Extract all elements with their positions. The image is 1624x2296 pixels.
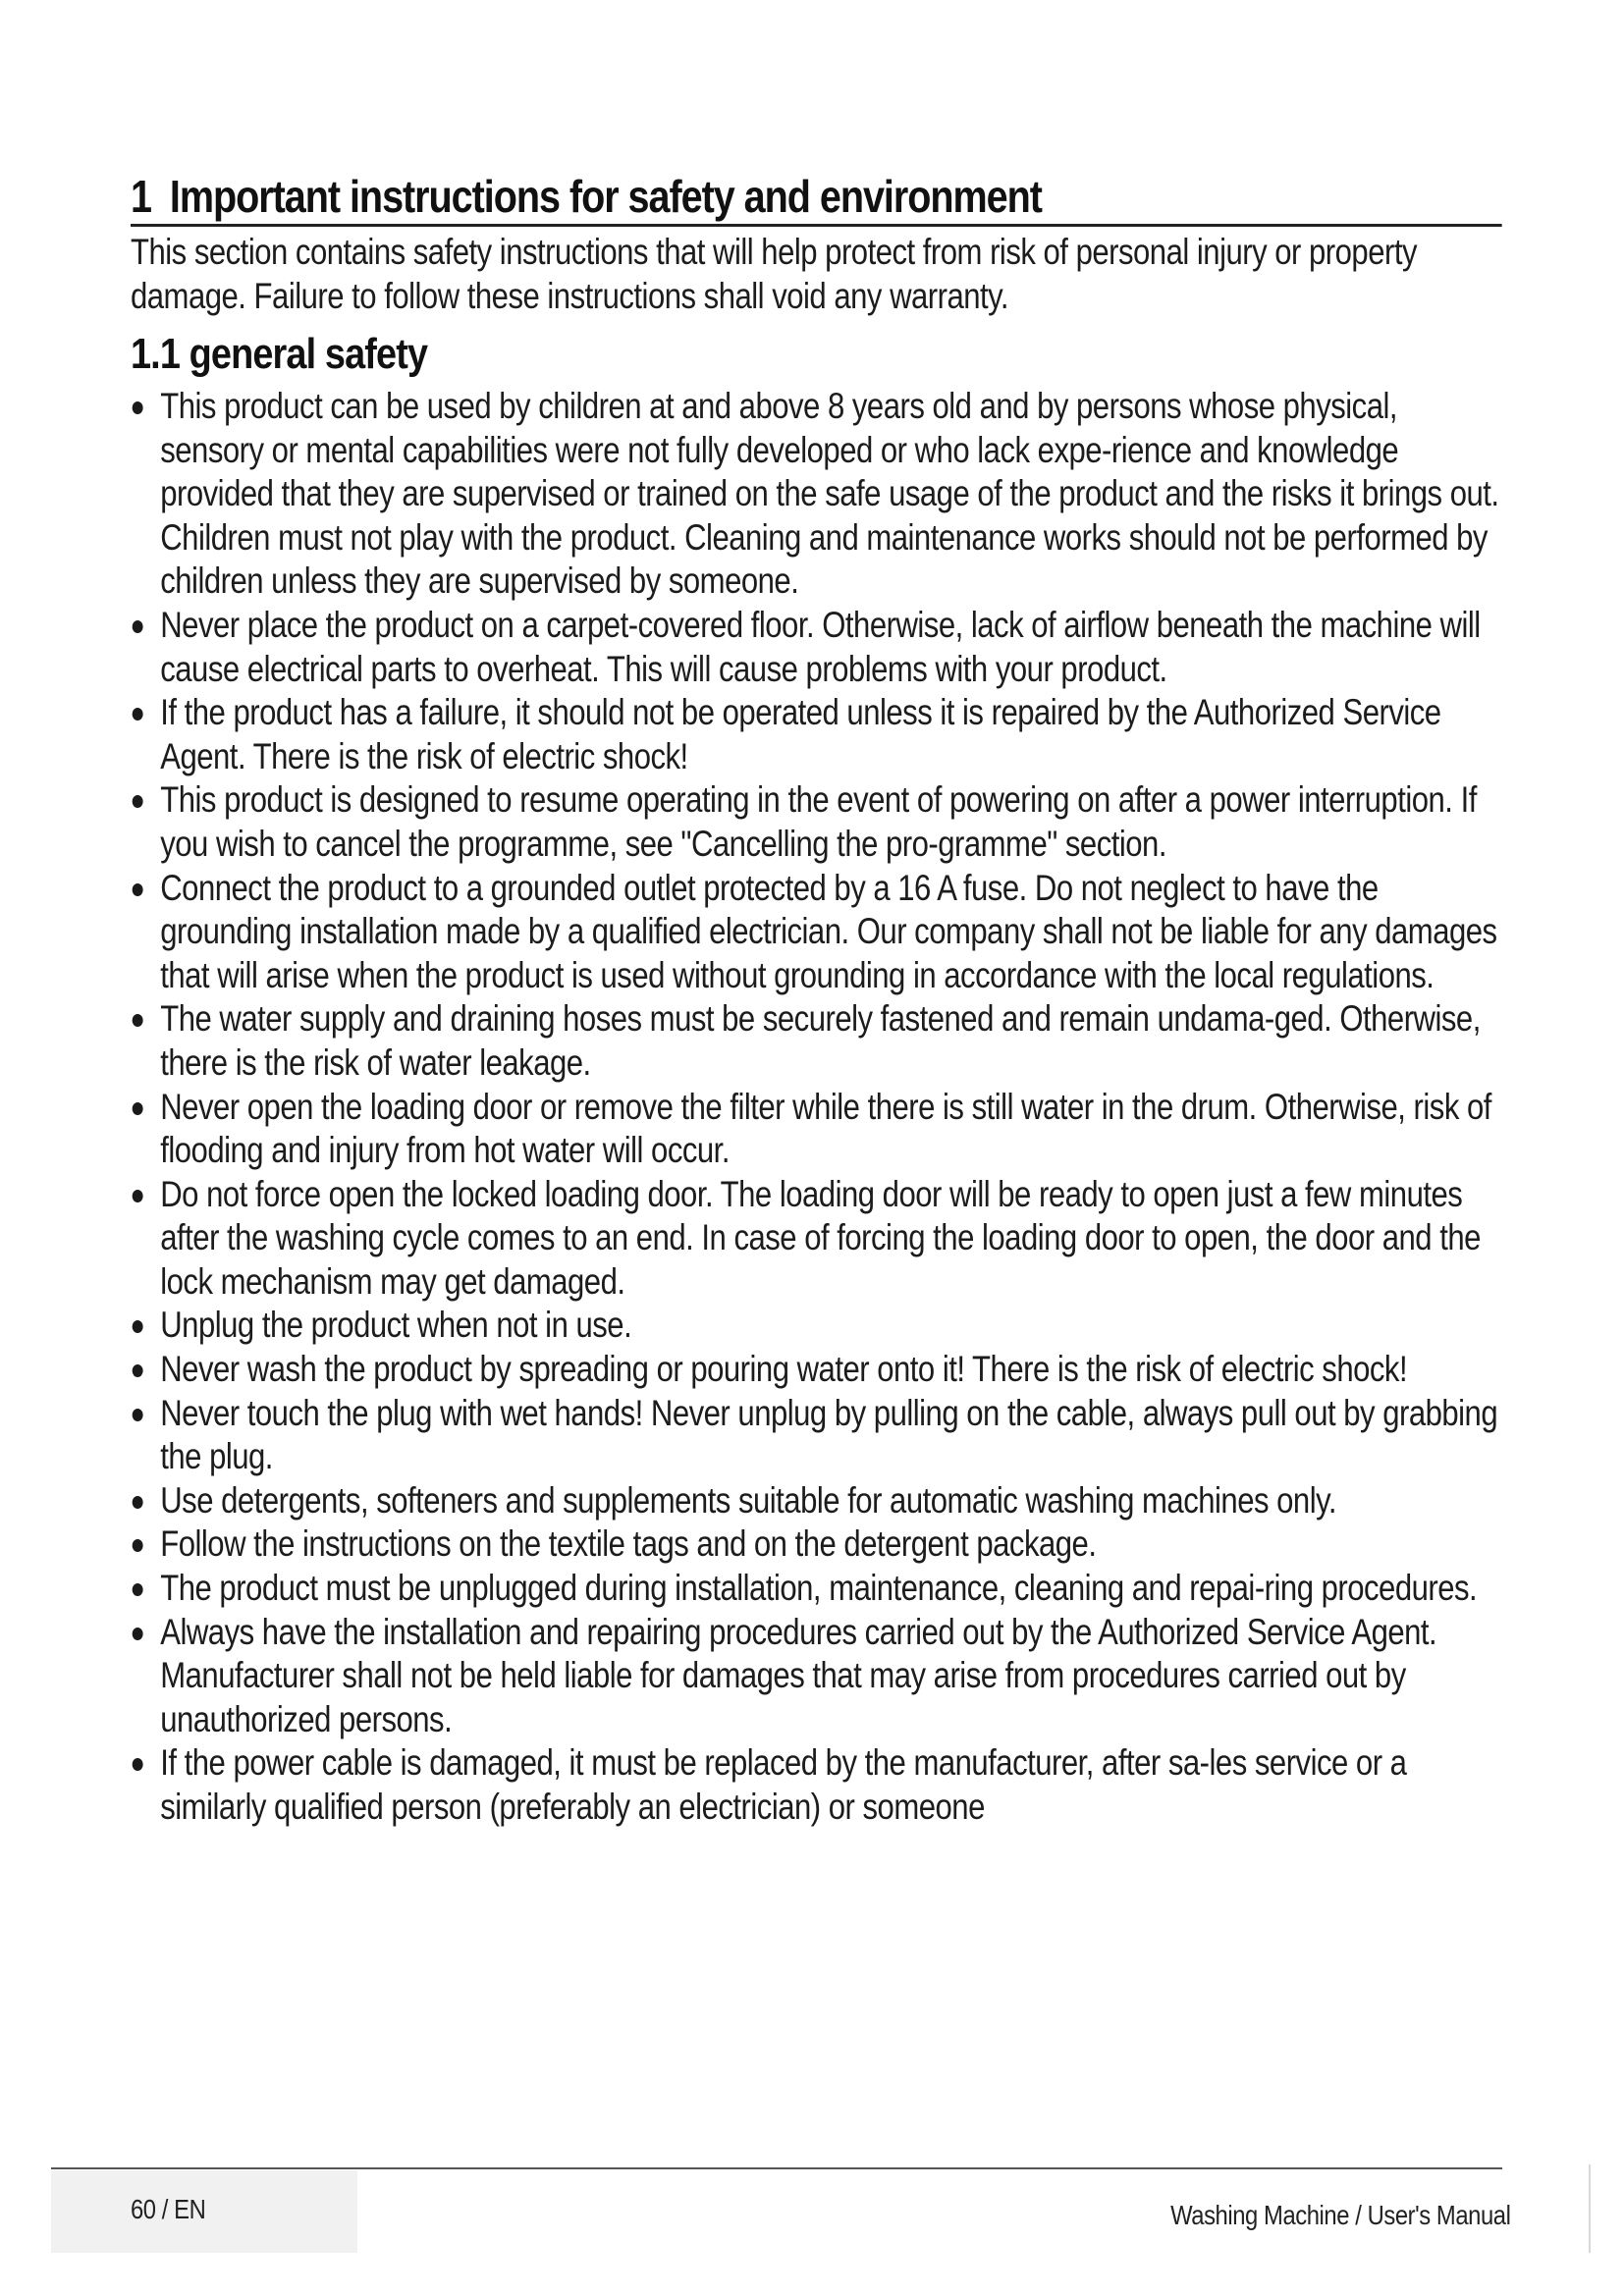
bullet-dot-icon	[133, 1583, 143, 1596]
safety-item-carpet	[131, 604, 1504, 691]
bullet-dot-icon	[133, 708, 143, 721]
safety-item-loading-door-water	[131, 1086, 1504, 1173]
safety-item-children	[131, 385, 1504, 604]
bullet-dot-icon	[133, 1014, 143, 1027]
bullet-dot-icon	[133, 1758, 143, 1771]
bullet-dot-icon	[133, 1190, 143, 1202]
bullet-dot-icon	[133, 620, 143, 633]
page-content	[131, 169, 1505, 1830]
safety-list	[131, 385, 1504, 1830]
safety-item-text: Never open the loading door or remove the filter while there is still water in the drum. Otherwise, risk of flooding and injury from hot water will occur.	[160, 1086, 1491, 1171]
bullet-dot-icon	[133, 795, 143, 808]
safety-item-power-interruption	[131, 778, 1504, 866]
safety-item-text: Never place the product on a carpet-covered floor. Otherwise, lack of airflow beneath the machine will cause electrical parts to overheat. This will cause problems with your product.	[160, 604, 1481, 689]
section-title-text: Important instructions for safety and environment	[169, 171, 1042, 222]
section-number: 1	[131, 171, 151, 222]
safety-item-text: The product must be unplugged during installation, maintenance, cleaning and repai-ring procedures.	[160, 1568, 1478, 1609]
safety-item-unplug	[131, 1304, 1504, 1348]
safety-item-text: Follow the instructions on the textile tags and on the detergent package.	[160, 1523, 1097, 1565]
safety-item-unplug-maintenance	[131, 1567, 1504, 1611]
safety-item-text: Never wash the product by spreading or pouring water onto it! There is the risk of electric shock!	[160, 1349, 1408, 1390]
safety-item-text: Unplug the product when not in use.	[160, 1305, 632, 1346]
manual-title: Washing Machine / User's Manual	[1169, 2200, 1510, 2230]
subsection-title: 1.1 general safety	[131, 330, 428, 378]
bullet-dot-icon	[133, 401, 143, 414]
safety-item-text: Do not force open the locked loading door. The loading door will be ready to open just a few minutes after the washing cycle comes to an end. In case of forcing the loading door to open, the door and the lock mechanism may get damaged.	[160, 1173, 1481, 1302]
section-title	[131, 169, 1502, 227]
safety-item-text: Connect the product to a grounded outlet protected by a 16 A fuse. Do not neglect to have the grounding installation made by a qualified electrician. Our company shall not be liable for any damages that will arise when the product is used without grounding in accordance with the local regulations.	[160, 867, 1497, 995]
safety-item-text: This product is designed to resume operating in the event of powering on after a power interruption. If you wish to cancel the programme, see "Cancelling the pro-gramme" section.	[160, 779, 1477, 864]
bullet-dot-icon	[133, 1539, 143, 1552]
safety-item-grounding	[131, 867, 1504, 998]
safety-item-failure	[131, 691, 1504, 778]
bullet-dot-icon	[133, 1496, 143, 1509]
safety-item-no-water-spray	[131, 1348, 1504, 1392]
safety-item-text: The water supply and draining hoses must be securely fastened and remain undama-ged. Otherwise, there is the risk of water leakage.	[160, 998, 1481, 1083]
safety-item-authorized-service	[131, 1611, 1504, 1742]
safety-item-text: This product can be used by children at and above 8 years old and by persons whose physical, sensory or mental capabilities were not fully developed or who lack expe-rience and knowledge provided that they are supervised or trained on the safe usage of the product and the risks it brings out. Children must not play with the product. Cleaning and maintenance works should not be performed by children unless they are supervised by someone.	[160, 386, 1499, 602]
bullet-dot-icon	[133, 1320, 143, 1333]
safety-item-text: Use detergents, softeners and supplements suitable for automatic washing machines only.	[160, 1479, 1336, 1521]
safety-item-text: Never touch the plug with wet hands! Never unplug by pulling on the cable, always pull out by grabbing the plug.	[160, 1392, 1498, 1477]
safety-item-power-cable	[131, 1741, 1504, 1829]
section-intro: This section contains safety instructions that will help protect from risk of personal injury or property damage. Failure to follow these instructions shall void any warranty.	[131, 232, 1418, 316]
bullet-dot-icon	[133, 1628, 143, 1640]
safety-item-textile-tags	[131, 1522, 1504, 1567]
bullet-dot-icon	[133, 1102, 143, 1115]
bullet-dot-icon	[133, 1409, 143, 1421]
bullet-dot-icon	[133, 1364, 143, 1377]
bullet-dot-icon	[133, 883, 143, 896]
safety-item-detergents	[131, 1479, 1504, 1523]
page-edge-mark	[1589, 2164, 1591, 2253]
safety-item-text: Always have the installation and repairing procedures carried out by the Authorized Service Agent. Manufacturer shall not be held liable for damages that may arise from procedures carried out by unauthorized persons.	[160, 1611, 1437, 1739]
safety-item-text: If the product has a failure, it should not be operated unless it is repaired by the Authorized Service Agent. There is the risk of electric shock!	[160, 692, 1441, 776]
safety-item-text: If the power cable is damaged, it must be replaced by the manufacturer, after sa-les service or a similarly qualified person (preferably an electrician) or someone	[160, 1742, 1407, 1827]
safety-item-hoses	[131, 997, 1504, 1085]
page-number: 60 / EN	[131, 2194, 206, 2224]
safety-item-wet-hands	[131, 1392, 1504, 1479]
footer-divider	[51, 2167, 1502, 2169]
safety-item-locked-door	[131, 1173, 1504, 1305]
